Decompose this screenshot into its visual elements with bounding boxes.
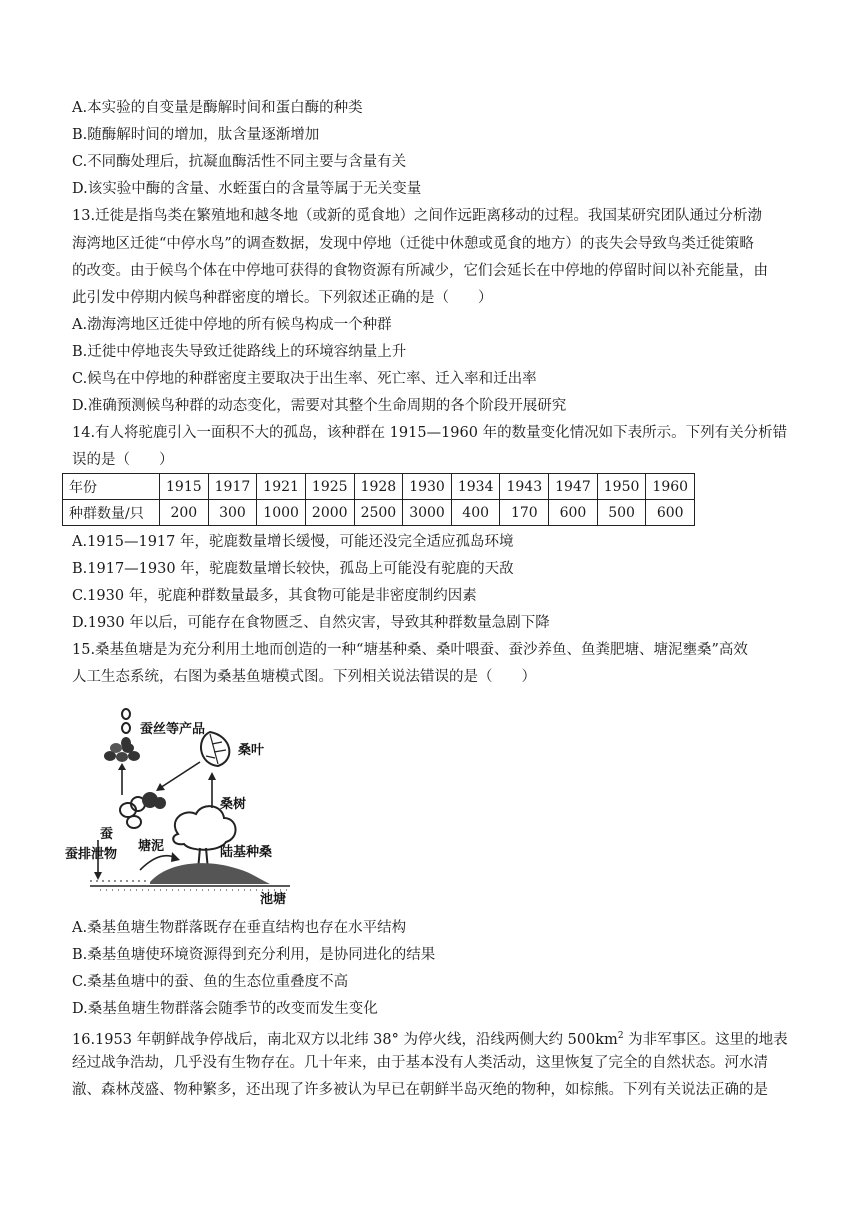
q15-stem-line-1: 15.桑基鱼塘是为充分利用土地而创造的一种“塘基种桑、桑叶喂蚕、蚕沙养鱼、鱼粪肥塘、塘泥壅桑”高效 <box>72 642 748 658</box>
mulberry-fish-pond-diagram <box>60 700 300 905</box>
mound-embankment <box>150 863 270 884</box>
cocoon-icon <box>121 709 131 749</box>
arrow-leaf-to-silkworm <box>160 762 200 788</box>
table-cell-year: 1917 <box>208 474 257 500</box>
q16-stem-line-2: 经过战争浩劫，几乎没有生物存在。几十年来，由于基本没有人类活动，这里恢复了完全的自然状态。河水清 <box>72 1055 768 1071</box>
q14-stem-line-2: 误的是（ ） <box>72 452 174 468</box>
table-cell-count: 2000 <box>305 500 354 526</box>
silkworm-icon <box>120 792 166 828</box>
table-cell-count: 400 <box>451 500 500 526</box>
q13-stem-line-1: 13.迁徙是指鸟类在繁殖地和越冬地（或新的觅食地）之间作远距离移动的过程。我国某研究团队通过分析渤 <box>72 208 763 224</box>
label-mulberry-leaf: 桑叶 <box>238 743 265 758</box>
q16-stem-line-1 <box>72 1026 788 1050</box>
q14-option-a: A.1915—1917 年，驼鹿数量增长缓慢，可能还没完全适应孤岛环境 <box>72 534 514 550</box>
q14-option-c: C.1930 年，驼鹿种群数量最多，其食物可能是非密度制约因素 <box>72 588 477 604</box>
table-row-years <box>63 474 695 500</box>
table-cell-year: 1930 <box>403 474 452 500</box>
q15-option-c: C.桑基鱼塘中的蚕、鱼的生态位重叠度不高 <box>72 974 349 990</box>
q16-stem-line-1b: 为非军事区。这里的地表 <box>623 1031 788 1048</box>
q12-option-b: B.随酶解时间的增加，肽含量逐渐增加 <box>72 127 320 143</box>
q13-option-b: B.迁徙中停地丧失导致迁徙路线上的环境容纳量上升 <box>72 344 407 360</box>
q15-option-b: B.桑基鱼塘使环境资源得到充分利用，是协同进化的结果 <box>72 947 436 963</box>
q13-option-a: A.渤海湾地区迁徙中停地的所有候鸟构成一个种群 <box>72 317 392 333</box>
label-silk-products: 蚕丝等产品 <box>140 722 206 737</box>
q13-stem-line-4: 此引发中停期内候鸟种群密度的增长。下列叙述正确的是（ ） <box>72 290 493 306</box>
table-cell-count: 300 <box>208 500 257 526</box>
table-cell-year: 1915 <box>160 474 209 500</box>
table-cell-year: 1934 <box>451 474 500 500</box>
q15-stem-line-2: 人工生态系统，右图为桑基鱼塘模式图。下列相关说法错误的是（ ） <box>72 669 536 685</box>
table-cell-count: 1000 <box>257 500 306 526</box>
table-cell-count: 200 <box>160 500 209 526</box>
table-cell-count: 600 <box>549 500 598 526</box>
q12-option-c: C.不同酶处理后，抗凝血酶活性不同主要与含量有关 <box>72 154 407 170</box>
table-cell-count: 3000 <box>403 500 452 526</box>
q13-option-c: C.候鸟在中停地的种群密度主要取决于出生率、死亡率、迁入率和迁出率 <box>72 371 537 387</box>
q16-stem-line-3: 澈、森林茂盛、物种繁多，还出现了许多被认为早已在朝鲜半岛灭绝的物种，如棕熊。下列有关说法正确的是 <box>72 1082 768 1098</box>
mulberry-tree-icon <box>173 806 235 870</box>
q12-option-a: A.本实验的自变量是酶解时间和蛋白酶的种类 <box>72 100 363 116</box>
table-cell-count: 170 <box>500 500 549 526</box>
table-cell-year: 1928 <box>354 474 403 500</box>
table-row-counts <box>63 500 695 526</box>
label-silkworm: 蚕 <box>100 827 114 842</box>
label-pond-mud: 塘泥 <box>138 839 165 854</box>
q12-option-d: D.该实验中酶的含量、水蛭蛋白的含量等属于无关变量 <box>72 181 422 197</box>
label-silkworm-excrement: 蚕排泄物 <box>65 847 118 862</box>
superscript-two: 2 <box>617 1031 624 1041</box>
q13-option-d: D.准确预测候鸟种群的动态变化，需要对其整个生命周期的各个阶段开展研究 <box>72 398 567 414</box>
label-pond: 池塘 <box>260 892 287 905</box>
table-cell-year: 1950 <box>597 474 646 500</box>
label-land-mulberry: 陆基种桑 <box>220 845 273 860</box>
q14-stem-line-1: 14.有人将驼鹿引入一面积不大的孤岛，该种群在 1915—1960 年的数量变化情况如下表所示。下列有关分析错 <box>72 425 788 441</box>
table-cell-count: 2500 <box>354 500 403 526</box>
q14-option-b: B.1917—1930 年，驼鹿数量增长较快，孤岛上可能没有驼鹿的天敌 <box>72 561 514 577</box>
table-cell-count: 500 <box>597 500 646 526</box>
q13-stem-line-3: 的改变。由于候鸟个体在中停地可获得的食物资源有所减少，它们会延长在中停地的停留时间以补充能量，由 <box>72 263 768 279</box>
q14-option-d: D.1930 年以后，可能存在食物匮乏、自然灾害，导致其种群数量急剧下降 <box>72 615 550 631</box>
q15-option-a: A.桑基鱼塘生物群落既存在垂直结构也存在水平结构 <box>72 920 407 936</box>
population-table <box>62 473 695 526</box>
table-cell-year: 1925 <box>305 474 354 500</box>
label-mulberry-tree: 桑树 <box>220 797 247 812</box>
q16-stem-line-1a: 16.1953 年朝鲜战争停战后，南北双方以北纬 38° 为停火线，沿线两侧大约 500km <box>72 1031 618 1048</box>
mulberry-leaf-icon <box>201 732 229 766</box>
table-cell-year: 1921 <box>257 474 306 500</box>
arrow-pond-mud-to-land <box>140 856 176 870</box>
table-cell-year: 1947 <box>549 474 598 500</box>
q15-option-d: D.桑基鱼塘生物群落会随季节的改变而发生变化 <box>72 1001 378 1017</box>
table-header-count: 种群数量/只 <box>63 500 160 526</box>
q13-stem-line-2: 海湾地区迁徙“中停水鸟”的调查数据，发现中停地（迁徙中休憩或觅食的地方）的丧失会导致鸟类迁徙策略 <box>72 236 754 252</box>
table-cell-year: 1960 <box>646 474 695 500</box>
table-cell-count: 600 <box>646 500 695 526</box>
table-cell-year: 1943 <box>500 474 549 500</box>
table-header-year: 年份 <box>63 474 160 500</box>
